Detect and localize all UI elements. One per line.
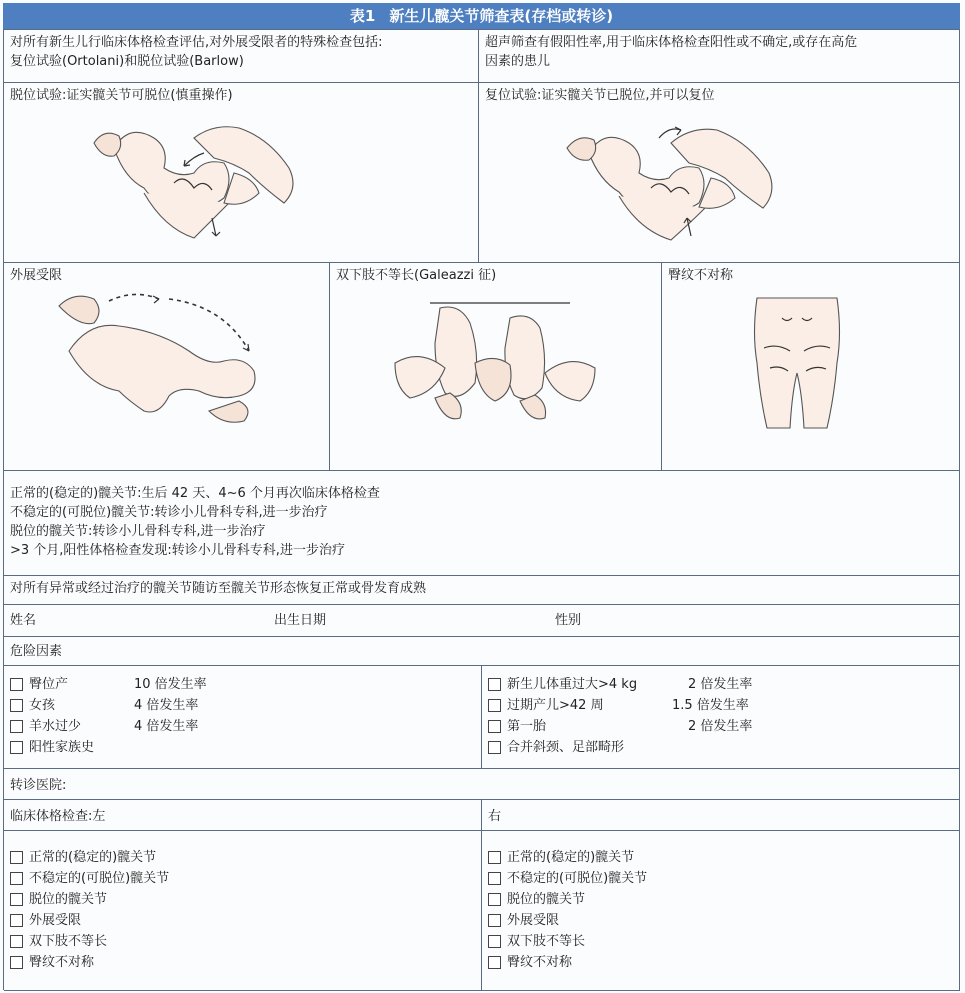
right-abduction-checkbox[interactable] (488, 914, 501, 927)
risk-firstborn (488, 716, 953, 737)
risk-girl (10, 695, 475, 716)
risk-torticollis-checkbox[interactable] (488, 741, 501, 754)
risk-family-history-label: 阳性家族史 (29, 740, 95, 755)
right-unstable-checkbox[interactable] (488, 872, 501, 885)
risk-torticollis (488, 737, 953, 758)
barlow-test-label: 脱位试验:证实髋关节可脱位(慎重操作) (10, 88, 233, 103)
ortolani-test-cell (479, 83, 960, 263)
left-leg-length-label: 双下肢不等长 (29, 934, 108, 949)
exam-left-options (4, 831, 482, 991)
patient-row (4, 605, 960, 637)
left-leg-length-option (10, 931, 475, 952)
risk-title-cell (4, 637, 960, 666)
right-abduction-option (488, 910, 953, 931)
form-table (3, 29, 960, 990)
galeazzi-label: 双下肢不等长(Galeazzi 征) (336, 268, 497, 283)
right-leg-length-checkbox[interactable] (488, 935, 501, 948)
followup-text: 对所有异常或经过治疗的髋关节随访至髋关节形态恢复正常或骨发育成熟 (10, 581, 427, 596)
table-title-bar (3, 3, 960, 29)
table-number: 表1 (349, 7, 376, 25)
risk-breech-rate: 10 倍发生率 (134, 677, 207, 692)
right-normal-option (488, 847, 953, 868)
exam-right-title: 右 (488, 809, 502, 824)
abduction-illustration (49, 291, 269, 441)
risk-postterm-checkbox[interactable] (488, 699, 501, 712)
risk-title: 危险因素 (10, 644, 63, 659)
galeazzi-cell (330, 263, 662, 471)
right-dislocated-checkbox[interactable] (488, 893, 501, 906)
risk-family-history (10, 737, 475, 758)
left-unstable-checkbox[interactable] (10, 872, 23, 885)
right-abduction-label: 外展受限 (507, 913, 560, 928)
risk-breech-checkbox[interactable] (10, 678, 23, 691)
risk-girl-rate: 4 倍发生率 (134, 698, 199, 713)
right-unstable-option (488, 868, 953, 889)
right-unstable-label: 不稳定的(可脱位)髋关节 (507, 871, 648, 886)
galeazzi-illustration (390, 293, 600, 443)
risk-firstborn-rate: 2 倍发生率 (688, 719, 753, 734)
followup-cell (4, 576, 960, 605)
sex-label: 性别 (555, 613, 582, 628)
risk-breech-label: 臀位产 (29, 677, 69, 692)
actions-cell (4, 471, 960, 576)
referral-label: 转诊医院: (10, 778, 67, 793)
risk-macrosomia-label: 新生儿体重过大>4 kg (507, 677, 638, 692)
right-skinfold-label: 臀纹不对称 (507, 955, 573, 970)
referral-cell (4, 769, 960, 800)
table-title: 新生儿髋关节筛查表(存档或转诊) (389, 7, 614, 25)
name-label: 姓名 (10, 613, 37, 628)
exam-right-title-cell (482, 800, 960, 831)
left-dislocated-checkbox[interactable] (10, 893, 23, 906)
risk-torticollis-label: 合并斜颈、足部畸形 (507, 740, 625, 755)
risk-postterm-label: 过期产儿>42 周 (507, 698, 604, 713)
risk-right-cell (482, 666, 960, 769)
right-normal-label: 正常的(稳定的)髋关节 (507, 850, 635, 865)
action-unstable: 不稳定的(可脱位)髋关节:转诊小儿骨科专科,进一步治疗 (10, 505, 328, 520)
exam-left-title: 临床体格检查:左 (10, 809, 106, 824)
left-dislocated-label: 脱位的髋关节 (29, 892, 108, 907)
left-abduction-label: 外展受限 (29, 913, 82, 928)
barlow-test-cell (4, 83, 479, 263)
risk-family-history-checkbox[interactable] (10, 741, 23, 754)
left-abduction-checkbox[interactable] (10, 914, 23, 927)
right-leg-length-option (488, 931, 953, 952)
intro-left-line2: 复位试验(Ortolani)和脱位试验(Barlow) (10, 54, 244, 69)
risk-oligohydramnios-label: 羊水过少 (29, 719, 82, 734)
left-normal-checkbox[interactable] (10, 851, 23, 864)
risk-firstborn-label: 第一胎 (507, 719, 547, 734)
left-unstable-option (10, 868, 475, 889)
right-dislocated-label: 脱位的髋关节 (507, 892, 586, 907)
left-skinfold-option (10, 952, 475, 973)
abduction-label: 外展受限 (10, 268, 63, 283)
skinfold-cell (662, 263, 960, 471)
risk-firstborn-checkbox[interactable] (488, 720, 501, 733)
risk-macrosomia (488, 674, 953, 695)
risk-breech (10, 674, 475, 695)
action-over-3-months: >3 个月,阳性体格检查发现:转诊小儿骨科专科,进一步治疗 (10, 543, 345, 558)
ortolani-illustration (559, 118, 799, 248)
skinfold-label: 臀纹不对称 (668, 268, 734, 283)
intro-left-cell (4, 30, 479, 83)
intro-right-line2: 因素的患儿 (485, 54, 551, 69)
exam-left-title-cell (4, 800, 482, 831)
risk-oligohydramnios (10, 716, 475, 737)
skinfold-illustration (742, 293, 852, 433)
action-dislocated: 脱位的髋关节:转诊小儿骨科专科,进一步治疗 (10, 524, 266, 539)
left-skinfold-checkbox[interactable] (10, 956, 23, 969)
risk-macrosomia-rate: 2 倍发生率 (688, 677, 753, 692)
left-dislocated-option (10, 889, 475, 910)
ortolani-test-label: 复位试验:证实髋关节已脱位,并可以复位 (485, 88, 715, 103)
right-dislocated-option (488, 889, 953, 910)
risk-left-cell (4, 666, 482, 769)
left-normal-option (10, 847, 475, 868)
barlow-illustration (84, 118, 324, 248)
intro-right-cell (479, 30, 960, 83)
risk-girl-checkbox[interactable] (10, 699, 23, 712)
dob-label: 出生日期 (274, 613, 327, 628)
left-unstable-label: 不稳定的(可脱位)髋关节 (29, 871, 170, 886)
right-normal-checkbox[interactable] (488, 851, 501, 864)
risk-oligohydramnios-rate: 4 倍发生率 (134, 719, 199, 734)
intro-right-line1: 超声筛查有假阳性率,用于临床体格检查阳性或不确定,或存在高危 (485, 35, 858, 50)
abduction-cell (4, 263, 330, 471)
risk-postterm (488, 695, 953, 716)
risk-oligohydramnios-checkbox[interactable] (10, 720, 23, 733)
right-skinfold-checkbox[interactable] (488, 956, 501, 969)
left-leg-length-checkbox[interactable] (10, 935, 23, 948)
right-leg-length-label: 双下肢不等长 (507, 934, 586, 949)
intro-left-line1: 对所有新生儿行临床体格检查评估,对外展受限者的特殊检查包括: (10, 35, 383, 50)
exam-right-options (482, 831, 960, 991)
risk-postterm-rate: 1.5 倍发生率 (672, 698, 749, 713)
risk-girl-label: 女孩 (29, 698, 56, 713)
risk-macrosomia-checkbox[interactable] (488, 678, 501, 691)
action-normal: 正常的(稳定的)髋关节:生后 42 天、4~6 个月再次临床体格检查 (10, 486, 380, 501)
left-normal-label: 正常的(稳定的)髋关节 (29, 850, 157, 865)
left-abduction-option (10, 910, 475, 931)
right-skinfold-option (488, 952, 953, 973)
left-skinfold-label: 臀纹不对称 (29, 955, 95, 970)
